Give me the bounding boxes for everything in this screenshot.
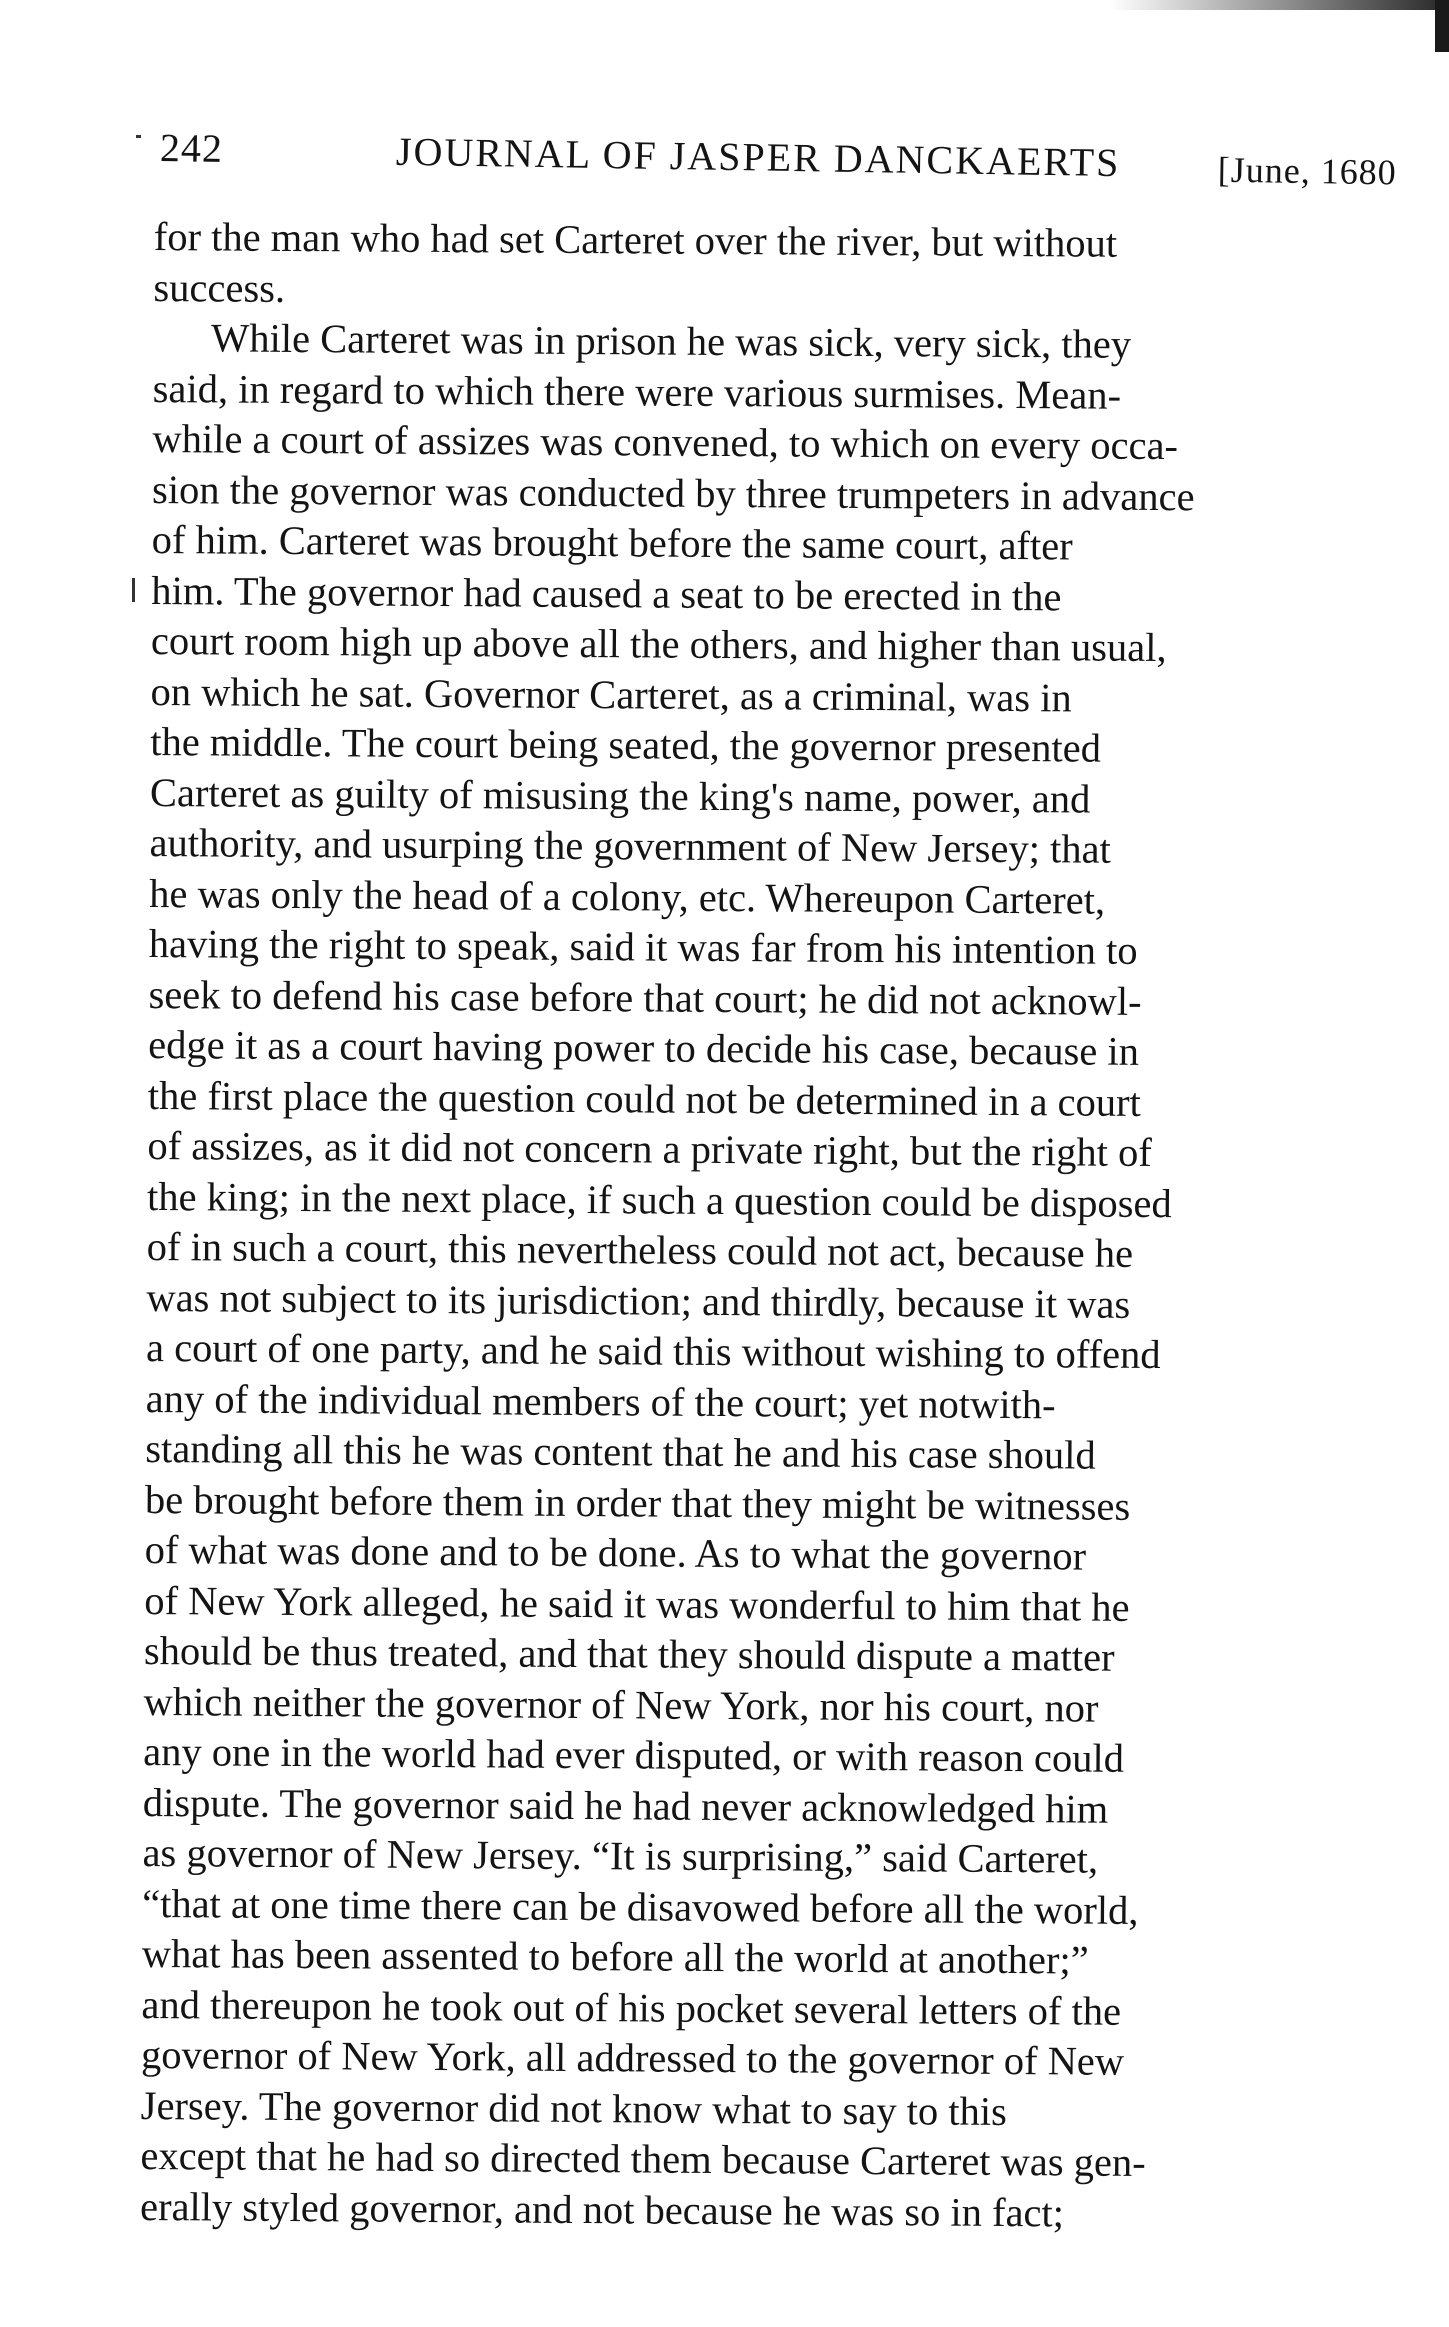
text-line: edge it as a court having power to decide his case, because in bbox=[148, 1021, 1140, 1074]
text-line: what has been assented to before all the world at another;” bbox=[141, 1930, 1089, 1983]
text-line: of him. Carteret was brought before the same court, after bbox=[151, 516, 1073, 569]
text-line: “that at one time there can be disavowed before all the world, bbox=[142, 1880, 1139, 1933]
text-line: any of the individual members of the court; yet notwith- bbox=[145, 1375, 1056, 1427]
text-line: of in such a court, this nevertheless could not act, because he bbox=[146, 1223, 1134, 1276]
text-line: be brought before them in order that they might be witnesses bbox=[144, 1476, 1131, 1529]
text-line: and thereupon he took out of his pocket several letters of the bbox=[141, 1981, 1122, 2034]
page-number: 242 bbox=[159, 125, 224, 171]
text-line: of what was done and to be done. As to what the governor bbox=[144, 1526, 1087, 1579]
text-line: the first place the question could not be determined in a court bbox=[147, 1072, 1142, 1125]
text-line: was not subject to its jurisdiction; and thirdly, because it was bbox=[146, 1274, 1131, 1327]
text-line: having the right to speak, said it was far from his intention to bbox=[148, 920, 1138, 973]
margin-mark bbox=[132, 578, 135, 602]
text-line: standing all this he was content that he and his case should bbox=[145, 1425, 1096, 1478]
text-line: Jersey. The governor did not know what to say to this bbox=[140, 2082, 1008, 2134]
text-line: any one in the world had ever disputed, or with reason could bbox=[143, 1728, 1125, 1781]
running-head-date: [June, 1680 bbox=[1217, 149, 1398, 193]
text-line: the king; in the next place, if such a question could be disposed bbox=[146, 1173, 1172, 1226]
stray-mark bbox=[136, 135, 141, 138]
text-line: success. bbox=[153, 264, 286, 311]
text-line: erally styled governor, and not because he was so in fact; bbox=[139, 2183, 1065, 2235]
text-line: as governor of New Jersey. “It is surprising,” said Carteret, bbox=[142, 1829, 1099, 1882]
text-line: the middle. The court being seated, the governor presented bbox=[150, 718, 1102, 771]
text-line: governor of New York, all addressed to the governor of New bbox=[140, 2031, 1125, 2084]
text-line: Carteret as guilty of misusing the king's name, power, and bbox=[149, 769, 1091, 822]
text-line: he was only the head of a colony, etc. Whereupon Carteret, bbox=[149, 870, 1106, 923]
running-header bbox=[160, 118, 1401, 197]
text-line: while a court of assizes was convened, to which on every occa- bbox=[152, 415, 1179, 469]
text-line: for the man who had set Carteret over the river, but without bbox=[153, 213, 1118, 266]
text-line: of assizes, as it did not concern a private right, but the right of bbox=[147, 1122, 1152, 1175]
text-line: which neither the governor of New York, nor his court, nor bbox=[143, 1678, 1099, 1731]
paragraph-start-line: While Carteret was in prison he was sick, very sick, they bbox=[210, 315, 1132, 367]
text-line: of New York alleged, he said it was wonderful to him that he bbox=[144, 1577, 1130, 1630]
text-line: seek to defend his case before that court; he did not acknowl- bbox=[148, 971, 1142, 1024]
text-line: said, in regard to which there were various surmises. Mean- bbox=[152, 365, 1122, 418]
text-line: on which he sat. Governor Carteret, as a criminal, was in bbox=[150, 668, 1072, 720]
text-line: sion the governor was conducted by three trumpeters in advance bbox=[151, 466, 1195, 519]
text-line: him. The governor had caused a seat to be erected in the bbox=[151, 567, 1062, 619]
text-line: except that he had so directed them because Carteret was gen- bbox=[140, 2132, 1146, 2185]
text-line: authority, and usurping the government of New Jersey; that bbox=[149, 819, 1111, 872]
scan-corner-shadow bbox=[1435, 0, 1449, 52]
text-line: should be thus treated, and that they should dispute a matter bbox=[143, 1627, 1115, 1680]
scan-edge-shadow bbox=[1109, 0, 1449, 10]
text-line: a court of one party, and he said this without wishing to offend bbox=[145, 1324, 1161, 1378]
text-line: dispute. The governor said he had never acknowledged him bbox=[142, 1779, 1109, 1832]
text-line: court room high up above all the others, and higher than usual, bbox=[150, 617, 1167, 671]
body-text bbox=[140, 212, 1394, 2241]
running-head-title: JOURNAL OF JASPER DANCKAERTS bbox=[395, 128, 1121, 186]
